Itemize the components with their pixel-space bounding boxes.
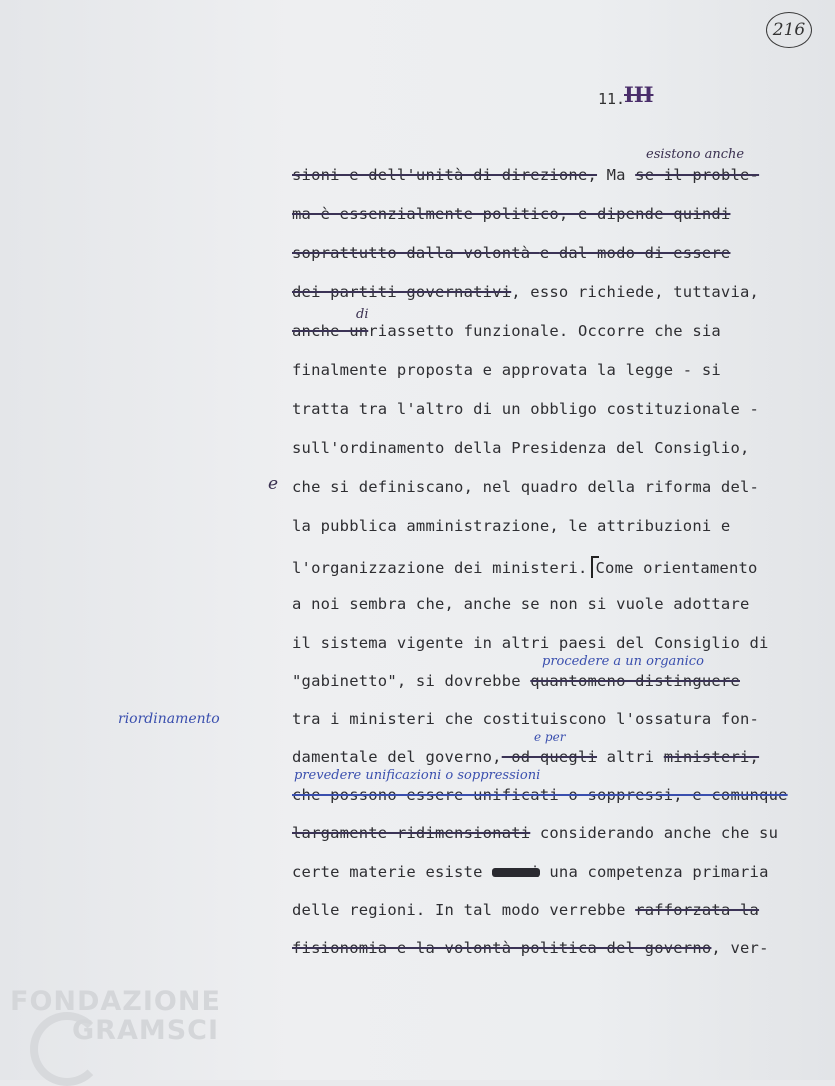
text-line: a noi sembra che, anche se non si vuole adottare [292, 595, 750, 613]
text-line: l'organizzazione dei ministeri. Come orientamento [292, 556, 758, 578]
text-line: finalmente proposta e approvata la legge - si [292, 361, 721, 379]
text-line: sull'ordinamento della Presidenza del Consiglio, [292, 439, 750, 457]
handwritten-insert: e per [534, 730, 566, 744]
text-line: il sistema vigente in altri paesi del Consiglio di [292, 634, 769, 652]
watermark: FONDAZIONE GRAMSCI [10, 986, 221, 1046]
page-number: 11. [598, 90, 626, 108]
text-line: damentale del governo, od quegli altri ministeri, [292, 748, 760, 766]
text-line: fisionomia e la volontà politica del governo, ver- [292, 939, 769, 957]
text-line: la pubblica amministrazione, le attribuzioni e [292, 517, 731, 535]
folio-number: 216 [766, 12, 812, 48]
handwritten-insert: esistono anche [646, 147, 745, 162]
text-line: sioni e dell'unità di direzione, Ma se il proble- [292, 166, 760, 184]
bracket-mark [591, 556, 593, 578]
ink-blot: ormai [492, 863, 540, 881]
text-line: che si definiscano, nel quadro della riforma del- [292, 478, 760, 496]
margin-note: riordinamento [118, 711, 220, 727]
handwritten-insert: prevedere unificazioni o soppressioni [294, 768, 541, 783]
text-line: soprattutto dalla volontà e dal modo di essere [292, 244, 731, 262]
text-line: dei partiti governativi, esso richiede, tuttavia, [292, 283, 760, 301]
text-line: certe materie esiste ormai una competenza primaria [292, 863, 769, 881]
section-mark: III [624, 82, 654, 107]
text-line: delle regioni. In tal modo verrebbe rafforzata la [292, 901, 760, 919]
text-line: che possono essere unificati o soppressi, e comunque [292, 786, 788, 804]
text-line: ma è essenzialmente politico, e dipende quindi [292, 205, 731, 223]
handwritten-insert: procedere a un organico [542, 654, 704, 669]
text-line: largamente ridimensionati considerando anche che su [292, 824, 779, 842]
text-line: tra i ministeri che costituiscono l'ossatura fon- [292, 710, 760, 728]
text-line: "gabinetto", si dovrebbe quantomeno distinguere [292, 672, 740, 690]
handwritten-insert: di [356, 307, 369, 322]
text-line: anche unriassetto funzionale. Occorre che sia [292, 322, 721, 340]
margin-note: e [268, 474, 279, 494]
text-line: tratta tra l'altro di un obbligo costituzionale - [292, 400, 760, 418]
